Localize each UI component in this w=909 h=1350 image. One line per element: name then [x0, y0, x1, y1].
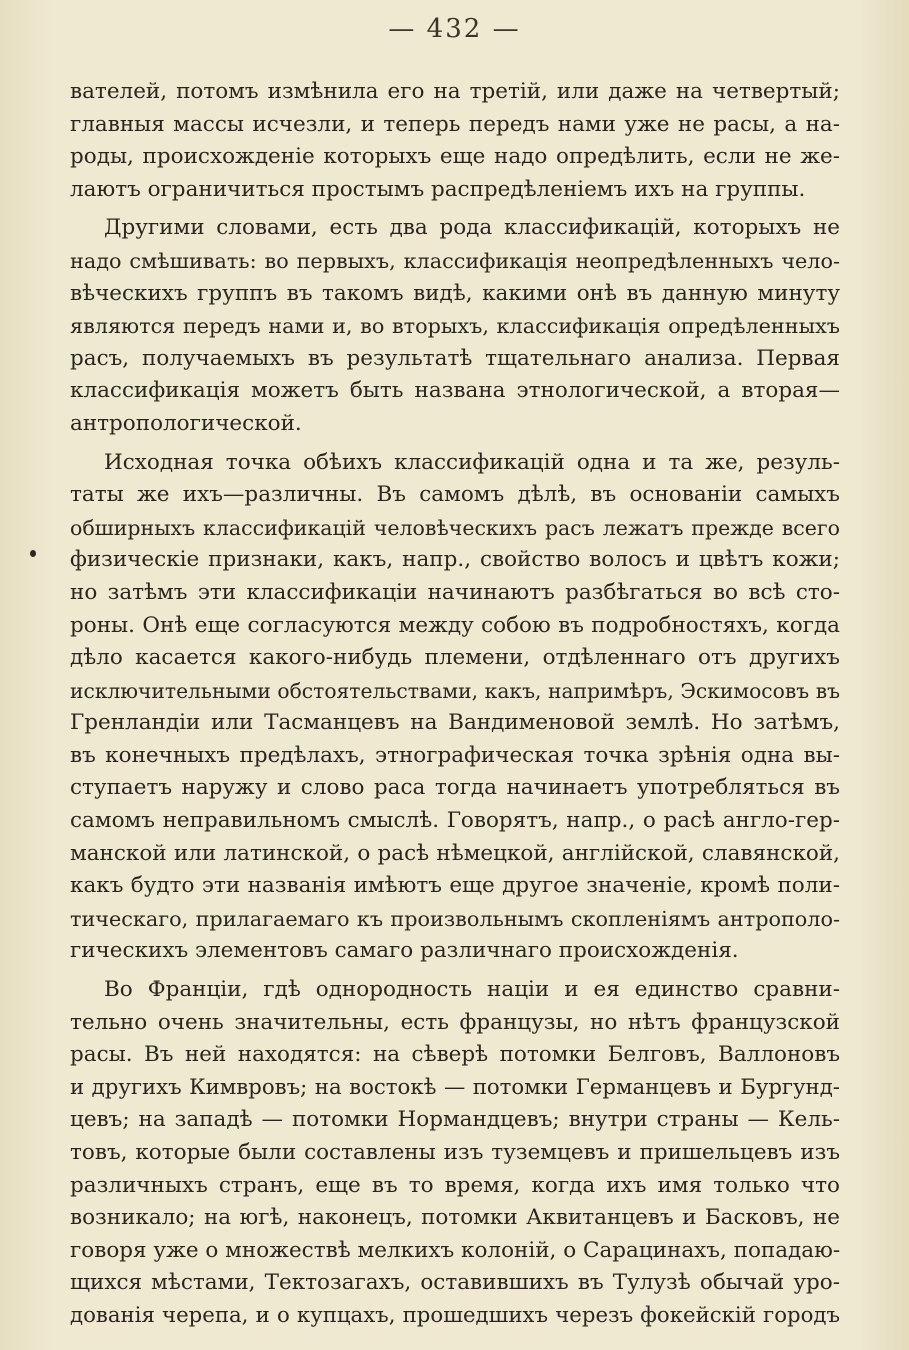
text-line: лаютъ ограничиться простымъ распредѣленіемъ ихъ на группы.	[70, 176, 806, 202]
text-line: антропологической.	[70, 410, 302, 436]
text-line: Во Франціи, гдѣ однородность націи и ея единство сравни-	[104, 977, 840, 1003]
text-line: роды, происхожденіе которыхъ еще надо опредѣлить, если не же-	[70, 144, 840, 170]
text-line: исключительными обстоятельствами, какъ, напримѣръ, Эскимосовъ въ	[70, 678, 840, 703]
text-line: говоря уже о множествѣ мелкихъ колоній, о Сарацинахъ, попадаю-	[70, 1237, 840, 1263]
paragraph-3	[70, 447, 840, 969]
text-line: являются передъ нами и, во вторыхъ, классификація опредѣленныхъ	[70, 314, 840, 339]
text-line: и другихъ Кимвровъ; на востокѣ — потомки Германцевъ и Бургунд-	[70, 1074, 840, 1100]
text-line: различныхъ странъ, еще въ то время, когда ихъ имя только что	[70, 1172, 840, 1198]
text-line: цевъ; на западѣ — потомки Нормандцевъ; внутри страны — Кель-	[70, 1107, 840, 1133]
ink-spot	[30, 550, 36, 557]
text-line: въ конечныхъ предѣлахъ, этнографическая точка зрѣнія одна вы-	[70, 742, 840, 768]
text-line: классификація можетъ быть названа этнологической, а вторая—	[70, 378, 840, 404]
text-line: роны. Онѣ еще согласуются между собою въ подробностяхъ, когда	[70, 612, 840, 638]
text-line: расъ, получаемыхъ въ результатѣ тщательнаго анализа. Первая	[70, 345, 840, 371]
text-line: вателей, потомъ измѣнила его на третій, или даже на четвертый;	[70, 79, 840, 104]
paragraph-4	[70, 974, 840, 1333]
text-line: дѣло касается какого-нибудь племени, отдѣленнаго отъ другихъ	[70, 645, 840, 671]
text-line: гическихъ элементовъ самаго различнаго происхожденія.	[70, 938, 739, 964]
text-line: ступаетъ наружу и слово раса тогда начинаетъ употребляться въ	[70, 775, 840, 801]
text-line: физическіе признаки, какъ, напр., свойство волосъ и цвѣтъ кожи;	[70, 547, 840, 573]
text-line: Исходная точка обѣихъ классификацій одна и та же, резуль-	[104, 449, 840, 475]
text-line: какъ будто эти названія имѣютъ еще другое значеніе, кромѣ поли-	[70, 873, 840, 899]
text-line: тическаго, прилагаемаго къ произвольнымъ скопленіямъ антрополо-	[70, 906, 840, 931]
text-line: но затѣмъ эти классификаціи начинаютъ разбѣгаться во всѣ сто-	[70, 579, 840, 605]
text-line: главныя массы исчезли, и теперь передъ нами уже не расы, а на-	[70, 111, 840, 137]
paragraph-2	[70, 212, 840, 440]
text-line: расы. Въ ней находятся: на сѣверѣ потомки Белговъ, Валлоновъ	[70, 1042, 840, 1068]
text-line: щихся мѣстами, Тектозагахъ, оставившихъ въ Тулузѣ обычай уро-	[70, 1270, 840, 1296]
text-line: Другими словами, есть два рода классификацій, которыхъ не	[104, 215, 840, 241]
text-line: дованія черепа, и о купцахъ, прошедшихъ черезъ фокейскій городъ	[70, 1302, 840, 1328]
text-line: самомъ неправильномъ смыслѣ. Говорятъ, напр., о расѣ англо-гер-	[70, 808, 840, 834]
text-line: вѣческихъ группъ въ такомъ видѣ, какими онѣ въ данную минуту	[70, 280, 840, 306]
text-line: возникало; на югѣ, наконецъ, потомки Аквитанцевъ и Басковъ, не	[70, 1205, 840, 1231]
text-line: надо смѣшивать: во первыхъ, классификація неопредѣленныхъ чело-	[70, 248, 840, 273]
text-line: Гренландіи или Тасманцевъ на Вандименовой землѣ. Но затѣмъ,	[70, 710, 840, 736]
page-number: — 432 —	[388, 14, 521, 44]
text-line: таты же ихъ—различны. Въ самомъ дѣлѣ, въ основаніи самыхъ	[70, 482, 840, 508]
paragraph-1	[70, 76, 840, 206]
text-line: обширныхъ классификацій человѣческихъ расъ лежатъ прежде всего	[70, 515, 840, 540]
text-line: манской или латинской, о расѣ нѣмецкой, англійской, славянской,	[70, 840, 840, 866]
text-line: товъ, которые были составлены изъ туземцевъ и пришельцевъ изъ	[70, 1140, 840, 1165]
text-line: тельно очень значительны, есть французы, но нѣтъ французской	[70, 1009, 840, 1035]
body-text	[70, 76, 840, 1339]
